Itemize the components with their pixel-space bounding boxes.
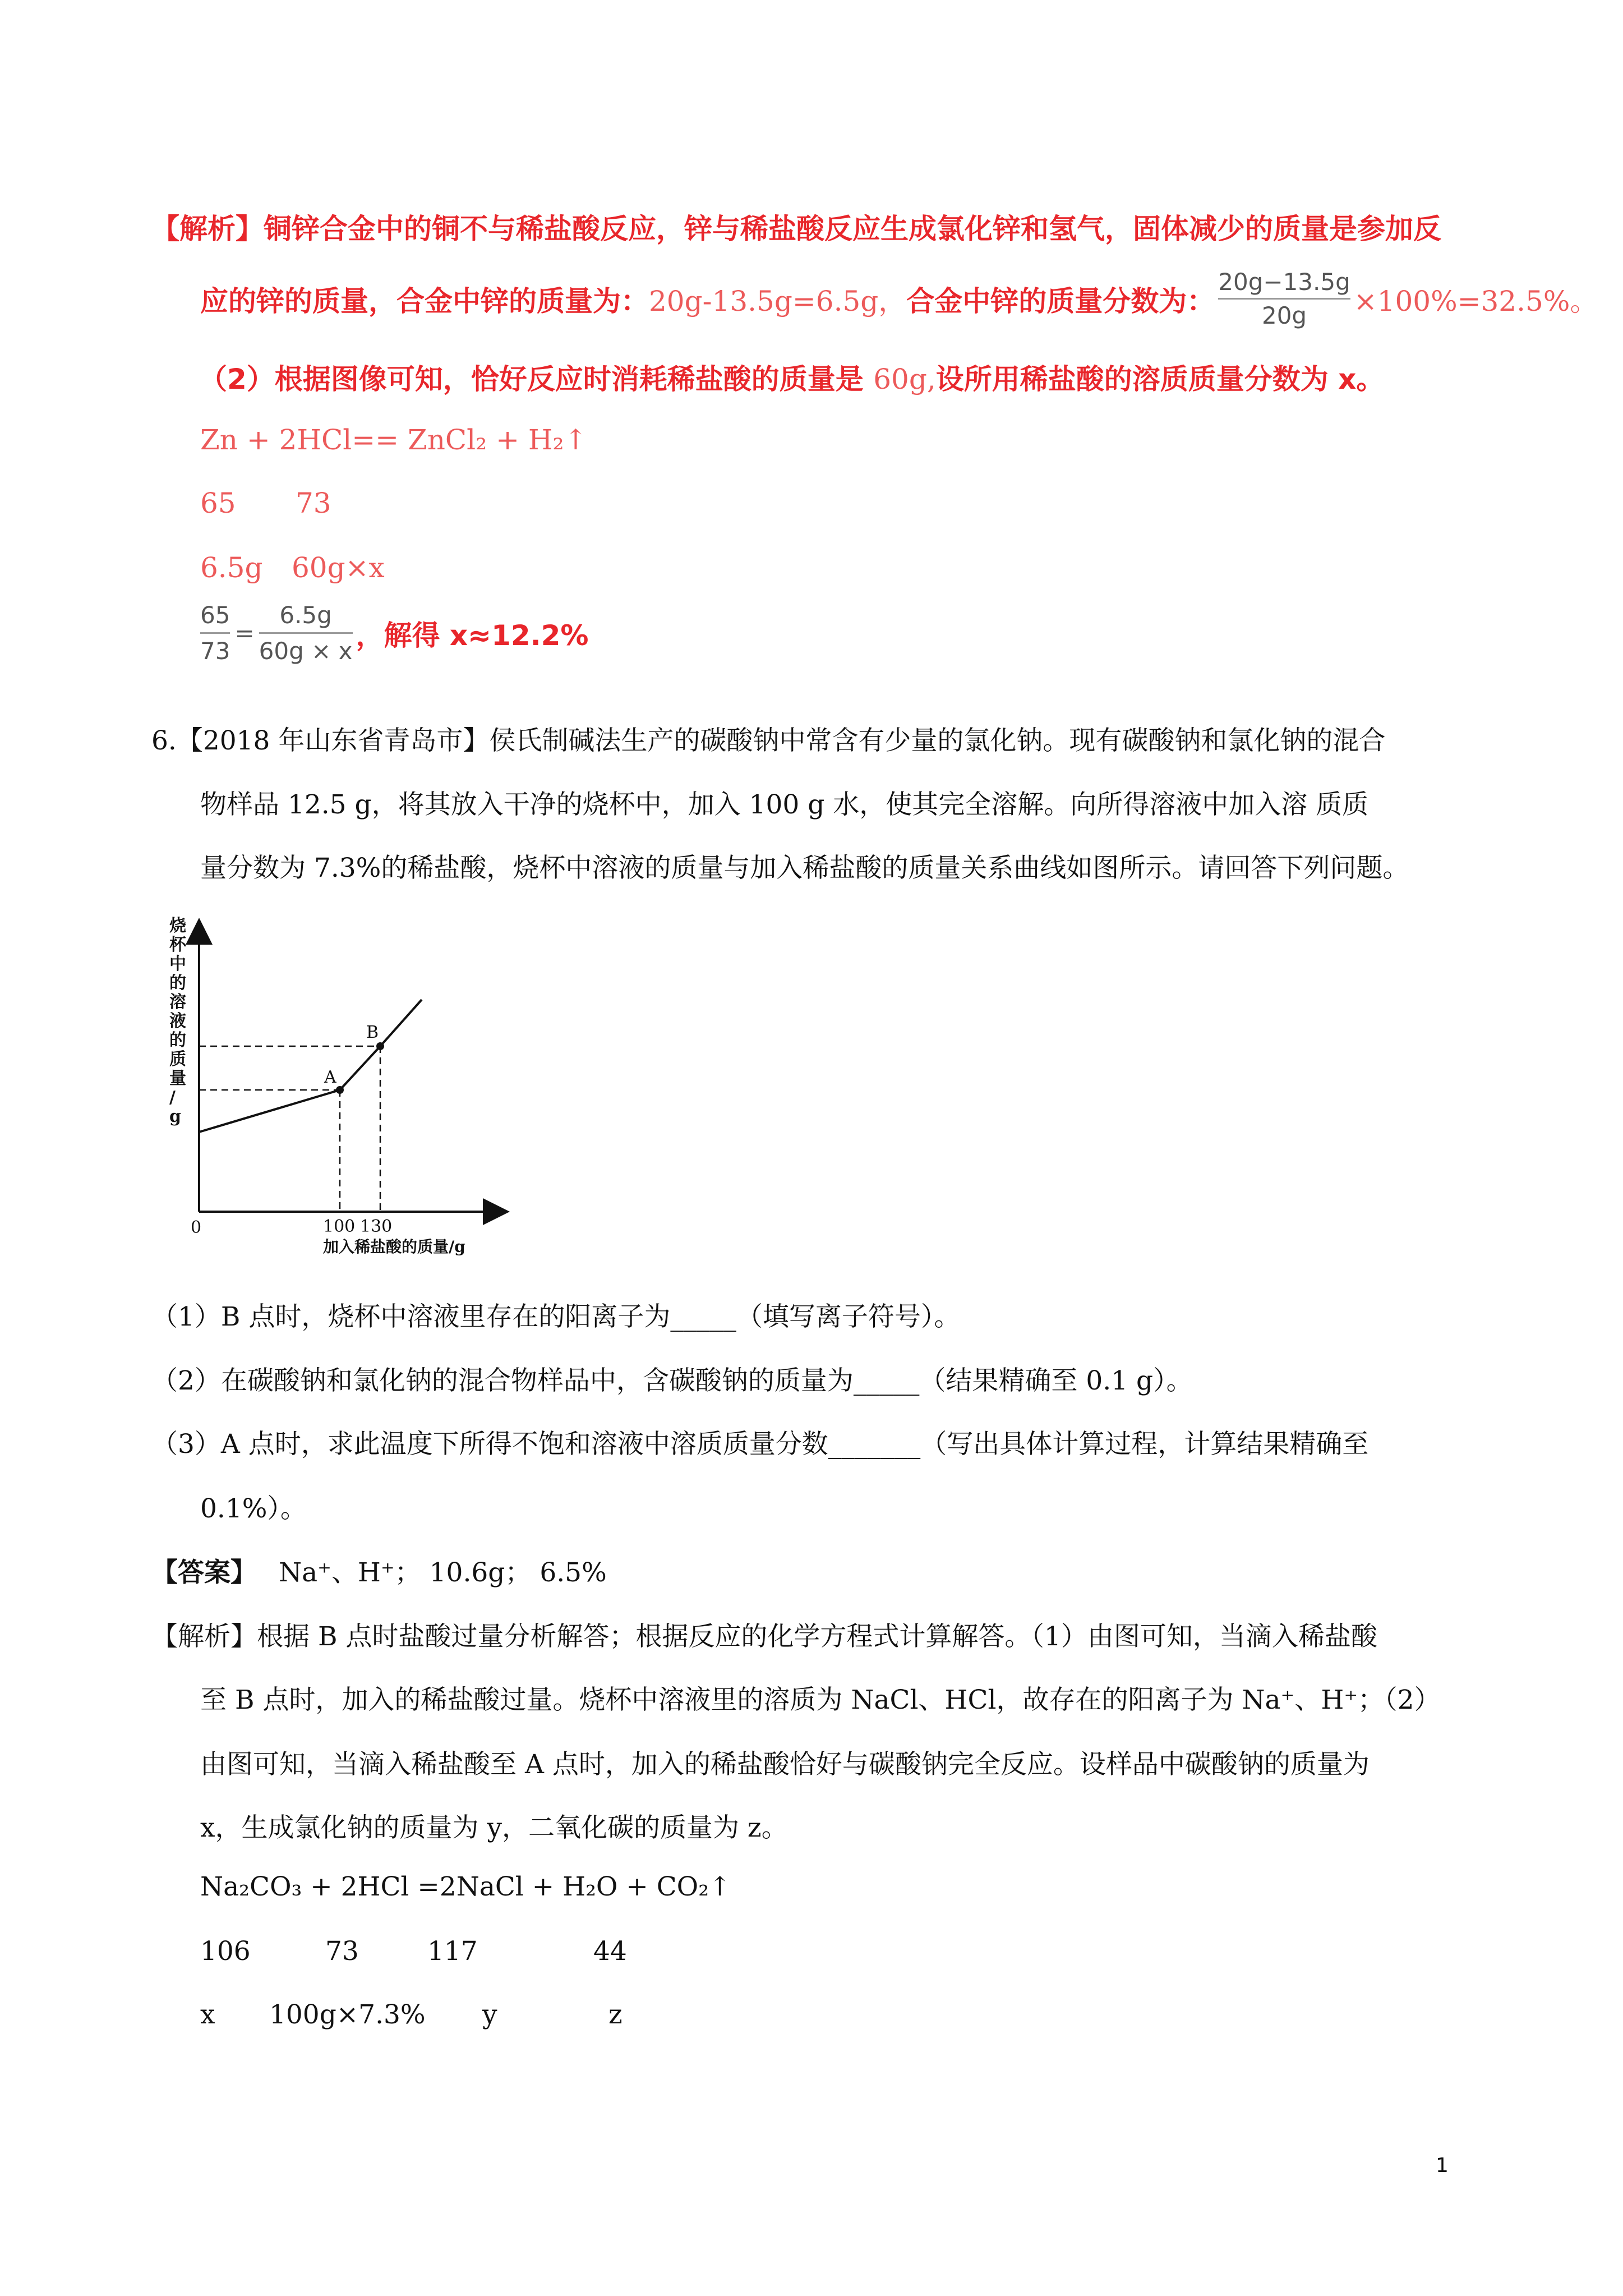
page-number: 1 (1436, 2154, 1449, 2177)
point-b (376, 1042, 384, 1050)
solve-text: ，解得 x≈12.2% (356, 619, 589, 652)
sub-question-2: （2）在碳酸钠和氯化钠的混合物样品中，含碳酸钠的质量为_____（结果精确至 0.1 g）。 (151, 1365, 1193, 1396)
analysis-line-2: 应的锌的质量，合金中锌的质量为： 20g-13.5g=6.5g， 合金中锌的质量分数为： 20g−13.5g 20g ×100%=32.5%。 (200, 268, 1598, 329)
mass-curve (199, 1000, 422, 1132)
x-tick-130: 130 (360, 1217, 393, 1236)
ratio-row-1a: 65 (200, 487, 236, 519)
x-axis-label: 加入稀盐酸的质量/g (323, 1237, 465, 1256)
sub-question-3: （3）A 点时，求此温度下所得不饱和溶液中溶质质量分数_______（写出具体计算过程，计算结果精确至 (151, 1429, 1369, 1460)
analysis2-line-3: 由图可知，当滴入稀盐酸至 A 点时，加入的稀盐酸恰好与碳酸钠完全反应。设样品中碳酸钠的质量为 (200, 1749, 1370, 1780)
q6-line-3: 量分数为 7.3%的稀盐酸，烧杯中溶液的质量与加入稀盐酸的质量关系曲线如图所示。请回答下列问题。 (200, 853, 1409, 884)
sub-question-3-cont: 0.1%）。 (200, 1493, 307, 1524)
equals-sign: = (234, 619, 255, 647)
q6-line-2: 物样品 12.5 g，将其放入干净的烧杯中，加入 100 g 水，使其完全溶解。向所得溶液中加入溶 质质 (200, 789, 1369, 820)
ratio-row-2a: 6.5g (200, 551, 263, 584)
mass-chart (151, 914, 533, 1273)
ratio-row-2b: 60g×x (292, 551, 385, 584)
point-a (336, 1086, 344, 1094)
fraction-right: 6.5g 60g × x (259, 601, 353, 665)
coef-73: 73 (325, 1936, 359, 1967)
answer-line (151, 1552, 607, 1589)
analysis2-line-4: x，生成氯化钠的质量为 y，二氧化碳的质量为 z。 (200, 1812, 788, 1843)
var-z: z (608, 1999, 623, 2030)
equation-na2co3: Na₂CO₃ + 2HCl =2NaCl + H₂O + CO₂↑ (200, 1871, 731, 1902)
y-axis-label: 烧杯中的溶液的质量/ g (169, 916, 186, 1126)
analysis-label: 【解析】 (151, 213, 264, 245)
proportion-equation (200, 601, 589, 665)
coef-117: 117 (427, 1936, 478, 1967)
var-y: y (482, 1999, 497, 2030)
var-x: x (200, 1999, 215, 2030)
answer-text: Na⁺、H⁺； 10.6g； 6.5% (278, 1557, 607, 1588)
analysis-line-1 (151, 206, 1441, 247)
equation-zn: Zn + 2HCl== ZnCl₂ + H₂↑ (200, 424, 588, 456)
analysis-text-1: 铜锌合金中的铜不与稀盐酸反应，锌与稀盐酸反应生成氯化锌和氢气，固体减少的质量是参加反 (264, 213, 1441, 245)
fraction-mass-percent: 20g−13.5g 20g (1218, 268, 1350, 329)
q6-line-1: 6.【2018 年山东省青岛市】侯氏制碱法生产的碳酸钠中常含有少量的氯化钠。现有碳酸钠和氯化钠的混合 (151, 725, 1386, 756)
coef-44: 44 (593, 1936, 627, 1967)
point-a-label: A (324, 1068, 336, 1087)
ratio-row-1b: 73 (296, 487, 331, 519)
coef-106: 106 (200, 1936, 251, 1967)
x-tick-100: 100 (323, 1217, 356, 1236)
origin-label: 0 (191, 1218, 202, 1237)
sub-question-1: （1）B 点时，烧杯中溶液里存在的阳离子为_____（填写离子符号）。 (151, 1301, 961, 1332)
answer-label: 【答案】 (151, 1557, 257, 1588)
analysis-line-3: （2）根据图像可知，恰好反应时消耗稀盐酸的质量是 60g,设所用稀盐酸的溶质质量分数为 x。 (199, 363, 1385, 395)
var-hcl-mass: 100g×7.3% (269, 1999, 426, 2030)
analysis2-line-2: 至 B 点时，加入的稀盐酸过量。烧杯中溶液里的溶质为 NaCl、HCl，故存在的阳离子为 Na⁺、H⁺；（2） (200, 1685, 1441, 1715)
fraction-left: 65 73 (200, 601, 230, 665)
analysis2-line-1: 【解析】根据 B 点时盐酸过量分析解答；根据反应的化学方程式计算解答。（1）由图可知，当滴入稀盐酸 (151, 1621, 1377, 1652)
point-b-label: B (366, 1023, 379, 1042)
